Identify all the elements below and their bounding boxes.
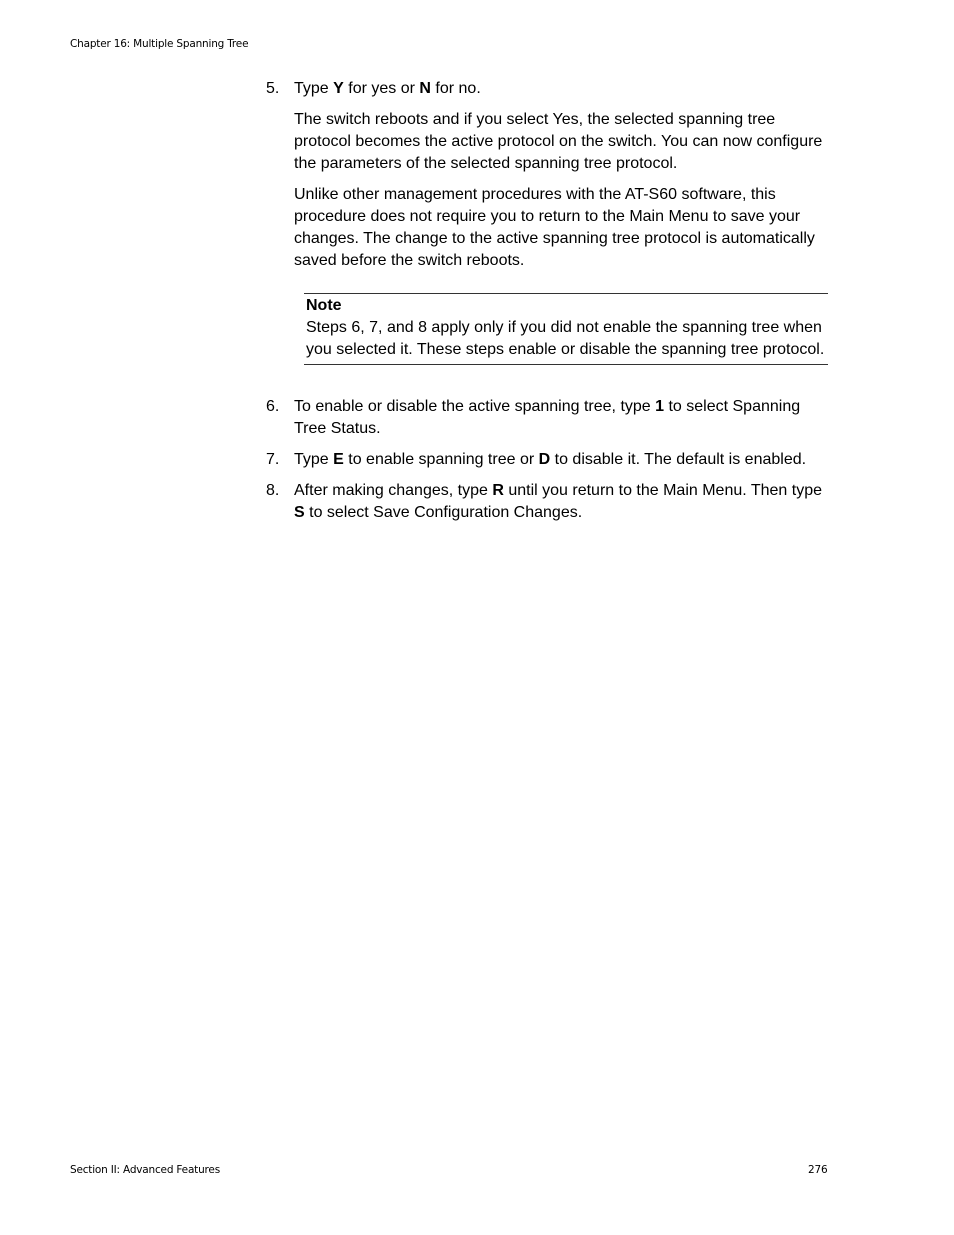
note-box: [304, 293, 828, 365]
step-5: 5. Type Y for yes or N for no.: [266, 78, 828, 100]
step-number: 7.: [266, 451, 280, 468]
running-header: Chapter 16: Multiple Spanning Tree: [70, 38, 249, 50]
paragraph-reboot: The switch reboots and if you select Yes, the selected spanning tree protocol becomes the active protocol on the switch. You can now configure the parameters of the selected spanning tree protocol.: [294, 111, 823, 172]
note-title: Note: [306, 297, 342, 314]
note-body: Steps 6, 7, and 8 apply only if you did not enable the spanning tree when you selected it. These steps enable or disable the spanning tree protocol.: [306, 319, 825, 358]
footer-section: Section II: Advanced Features: [70, 1164, 220, 1176]
key-1: 1: [655, 398, 665, 415]
step-number: 6.: [266, 398, 280, 415]
key-e: E: [333, 451, 344, 468]
page-number: 276: [808, 1164, 828, 1176]
step-8: 8. After making changes, type R until you return to the Main Menu. Then type S to select Save Configuration Changes.: [266, 482, 822, 521]
step-number: 8.: [266, 482, 280, 499]
key-d: D: [538, 451, 551, 468]
key-y: Y: [333, 80, 344, 97]
step-number: 5.: [266, 80, 280, 97]
paragraph-save: Unlike other management procedures with the AT-S60 software, this procedure does not require you to return to the Main Menu to save your changes. The change to the active spanning tree protocol is automatically saved before the switch reboots.: [294, 186, 815, 269]
step-7: 7. Type E to enable spanning tree or D to disable it. The default is enabled.: [266, 449, 828, 471]
page-content: [266, 78, 828, 533]
key-r: R: [492, 482, 504, 499]
key-s: S: [294, 504, 305, 521]
step-6: 6. To enable or disable the active spanning tree, type 1 to select Spanning Tree Status.: [266, 398, 801, 437]
key-n: N: [419, 80, 431, 97]
